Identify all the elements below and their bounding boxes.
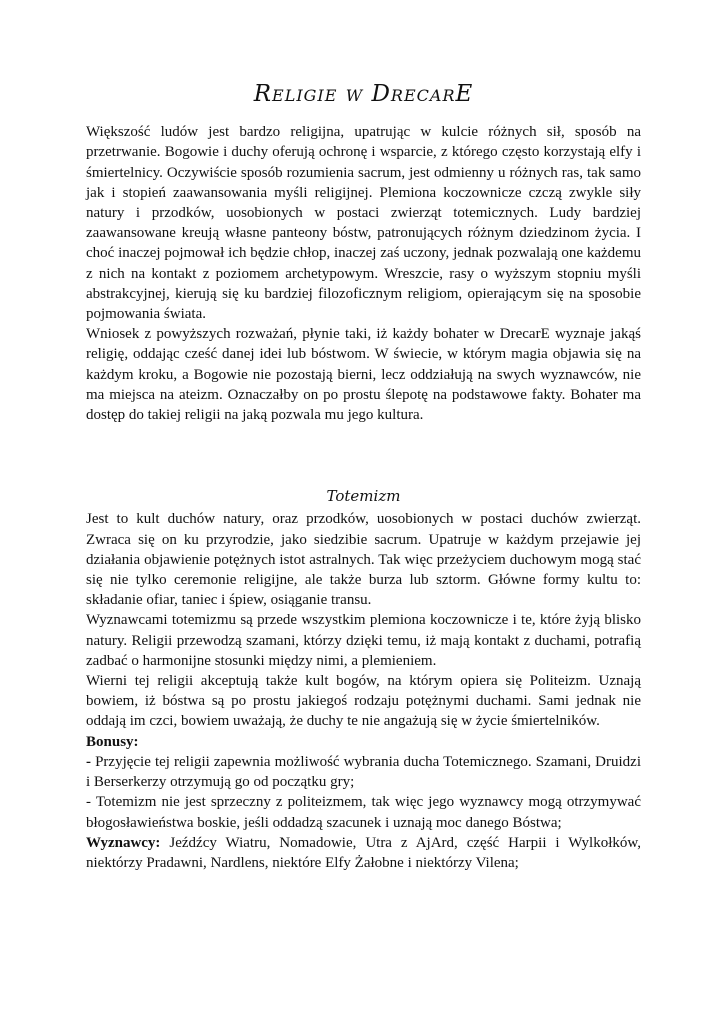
section-paragraph-2: Wyznawcami totemizmu są przede wszystkim plemiona koczownicze i te, które żyją blisko natury. Religii przewodzą szamani, którzy dzięki temu, iż mają kontakt z duchami, potrafią zadbać o harmonijne stosunki między nimi, a plemieniem. [86, 612, 641, 669]
followers-text: Jeźdźcy Wiatru, Nomadowie, Utra z AjArd, część Harpii i Wylkołków, niektórzy Pradawni, Nardlens, niektóre Elfy Żałobne i niektórzy Vilena; [86, 834, 641, 871]
intro-paragraph-2: Wniosek z powyższych rozważań, płynie taki, iż każdy bohater w DrecarE wyznaje jakąś religię, oddając cześć danej idei lub bóstwom. W świecie, w którym magia objawia się na każdym kroku, a Bogowie nie pozostają bierni, lecz oddziałują na swych wyznawców, nie ma miejsca na ateizm. Oznaczałby on po prostu ślepotę na podstawowe fakty. Bohater ma dostęp do takiej religii na jaką pozwala mu jego kultura. [86, 326, 641, 424]
section-paragraph-3: Wierni tej religii akceptują także kult bogów, na którym opiera się Politeizm. Uznają bowiem, iż bóstwa są po prostu jakiegoś rodzaju potężnymi duchami. Sami jednak nie oddają im czci, bowiem uważają, że duchy te nie angażują się w życie śmiertelników. [86, 673, 641, 730]
section-spacer [86, 425, 641, 486]
document-page [86, 81, 641, 873]
bonuses-label: Bonusy: [86, 733, 139, 750]
bonus-dash: - [86, 794, 91, 811]
bonus-dash: - [86, 753, 91, 770]
followers-paragraph [86, 833, 641, 873]
intro-paragraph-1: Większość ludów jest bardzo religijna, upatrując w kulcie różnych sił, sposób na przetrwanie. Bogowie i duchy oferują ochronę i wsparcie, z którego często korzystają elfy i śmiertelnicy. Oczywiście sposób rozumienia sacrum, jest odmienny u różnych ras, tak samo jak i stopień zaawansowania myśli religijnej. Plemiona koczownicze czczą zwykle siły natury i przodków, uosobionych w postaci zwierząt totemicznych. Ludy bardziej zaawansowane kreują własne panteony bóstw, patronujących różnym dziedzinom życia. I choć inaczej pojmował ich będzie chłop, inaczej zaś uczony, jednak pozwalają one każdemu z nich na kontakt z poziomem archetypowym. Wreszcie, rasy o wyższym stopniu myśli abstrakcyjnej, kierują się ku bardziej filozoficznym religiom, opierającym się na sposobie pojmowania świata. [86, 124, 641, 323]
section-paragraph-1: Jest to kult duchów natury, oraz przodków, uosobionych w postaci duchów zwierząt. Zwraca się on ku przyrodzie, jako siedzibie sacrum. Upatruje w każdym przejawie jej działania objawienie potężnych istot astralnych. Tak więc przeżyciem duchowym mogą stać się nie tylko ceremonie religijne, ale także burza lub sztorm. Główne formy kultu to: składanie ofiar, taniec i śpiew, osiąganie transu. [86, 511, 641, 609]
followers-label: Wyznawcy: [86, 834, 161, 851]
section-title: Totemizm [326, 487, 401, 506]
bonus-item-1 [86, 752, 641, 792]
bonuses-heading [86, 732, 641, 752]
bonus-text: Przyjęcie tej religii zapewnia możliwość wybrania ducha Totemicznego. Szamani, Druidzi i Berserkerzy otrzymują go od początku gry; [86, 753, 641, 791]
bonus-text: Totemizm nie jest sprzeczny z politeizmem, tak więc jego wyznawcy mogą otrzymywać błogosławieństwa boskie, jeśli oddadzą szacunek i uznają moc danego Bóstwa; [86, 794, 641, 831]
page-title: Religie w DrecarE [253, 81, 474, 107]
bonus-item-2 [86, 792, 641, 832]
